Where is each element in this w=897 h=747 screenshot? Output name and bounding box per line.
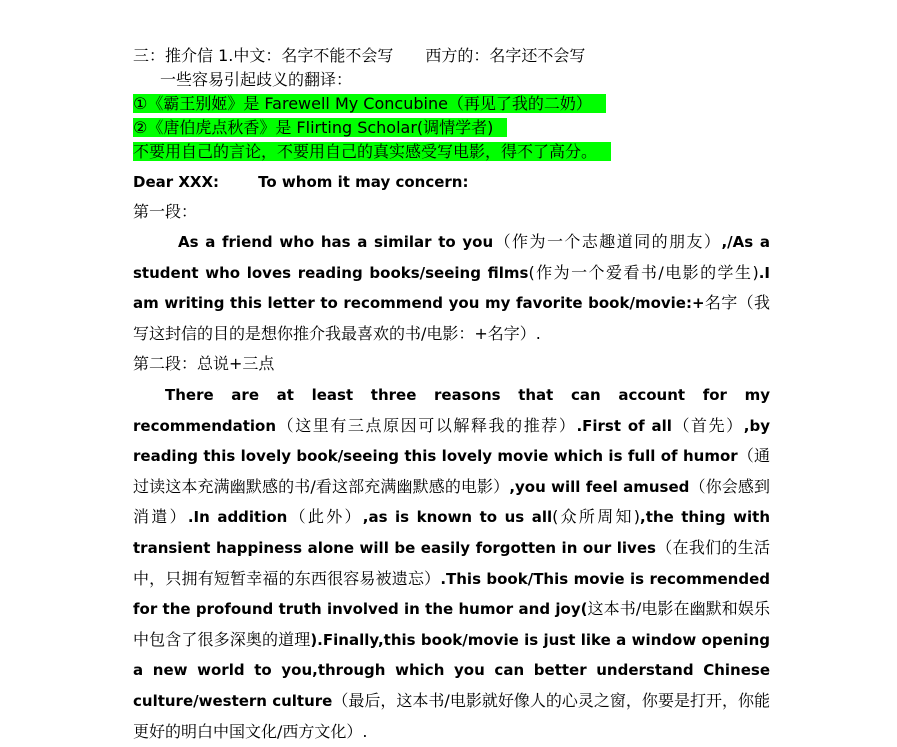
heading-line — [133, 44, 585, 68]
paragraph-2: There are at least three reasons that can account for my recommendation（这里有三点原因可以解释我的推荐）.First of all（首先）,by reading this lovely book/seeing this lovely movie which is full of humor（通过读这本充满幽默感的书/看这部充满幽默感的电影）,you will feel amused（你会感到消遣）.In addition（此外）,as is known to us all(众所周知),the thing with transient happiness alone will be easily forgotten in our lives（在我们的生活中，只拥有短暂幸福的东西很容易被遗忘）.This book/This movie is recommended for the profound truth involved in the humor and joy(这本书/电影在幽默和娱乐中包含了很多深奥的道理).Finally,this book/movie is just like a window opening a new world to you,through which you can better understand Chinese culture/western culture（最后，这本书/电影就好像人的心灵之窗，你要是打开，你能更好的明白中国文化/西方文化）. — [133, 386, 770, 741]
heading-text: 三：推介信 1.中文：名字不能不会写 西方的：名字还不会写 — [133, 46, 586, 65]
highlight-line-1: ①《霸王别姬》是 Farewell My Concubine（再见了我的二奶） — [133, 92, 606, 116]
section-2-label: 第二段：总说+三点 — [133, 354, 275, 373]
ambiguity-intro: 一些容易引起歧义的翻译： — [160, 70, 353, 89]
highlight-line-2: ②《唐伯虎点秋香》是 Flirting Scholar(调情学者) — [133, 116, 507, 140]
salutation: Dear XXX: To whom it may concern: — [133, 173, 469, 191]
section-1-label: 第一段： — [133, 202, 198, 221]
paragraph-1: As a friend who has a similar to you（作为一个志趣道同的朋友）,/As a student who loves reading books/seeing films(作为一个爱看书/电影的学生).I am writing this letter to recommend you my favorite book/movie:+名字（我写这封信的目的是想你推介我最喜欢的书/电影：+名字）. — [133, 232, 770, 343]
highlight-line-3: 不要用自己的言论，不要用自己的真实感受写电影，得不了高分。 — [133, 140, 611, 164]
